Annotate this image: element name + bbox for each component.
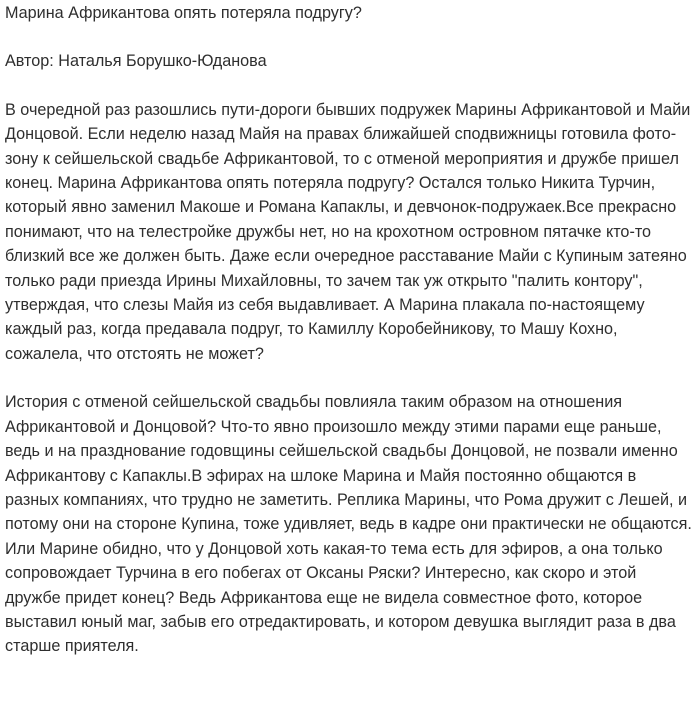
article-paragraph-1: В очередной раз разошлись пути-дороги бывших подружек Марины Африкантовой и Майи Донцовой. Если неделю назад Майя на правах ближайшей сподвижницы готовила фото-зону к сейшельской свадьбе Африкантовой, то с отменой мероприятия и дружбе пришел конец. Марина Африкантова опять потеряла подругу? Остался только Никита Турчин, который явно заменил Макоше и Романа Капаклы, и девчонок-подружаек.Все прекрасно понимают, что на телестройке дружбы нет, но на крохотном островном пятачке кто-то близкий все же должен быть. Даже если очередное расставание Майи с Купиным затеяно только ради приезда Ирины Михайловны, то зачем так уж открыто "палить контору", утверждая, что слезы Майя из себя выдавливает. А Марина плакала по-настоящему каждый раз, когда предавала подруг, то Камиллу Коробейникову, то Машу Кохно, сожалела, что отстоять не может? (5, 100, 691, 363)
article-author: Автор: Наталья Борушко-Юданова (5, 52, 267, 71)
article-title: Марина Африкантова опять потеряла подругу? (5, 4, 362, 22)
article-paragraph-2: История с отменой сейшельской свадьбы повлияла таким образом на отношения Африкантовой и Донцовой? Что-то явно произошло между этими парами еще раньше, ведь и на празднование годовщины сейшельской свадьбы Донцовой, не позвали именно Африкантову с Капаклы.В эфирах на шлоке Марина и Майя постоянно общаются в разных компаниях, что трудно не заметить. Реплика Марины, что Рома дружит с Лешей, и потому они на стороне Купина, тоже удивляет, ведь в кадре они практически не общаются. Или Марине обидно, что у Донцовой хоть какая-то тема есть для эфиров, а она только сопровождает Турчина в его побегах от Оксаны Ряски? Интересно, как скоро и этой дружбе придет конец? Ведь Африкантова еще не видела совместное фото, которое выставил юный маг, забыв его отредактировать, и котором девушка выглядит раза в два старше приятеля. (5, 393, 692, 656)
